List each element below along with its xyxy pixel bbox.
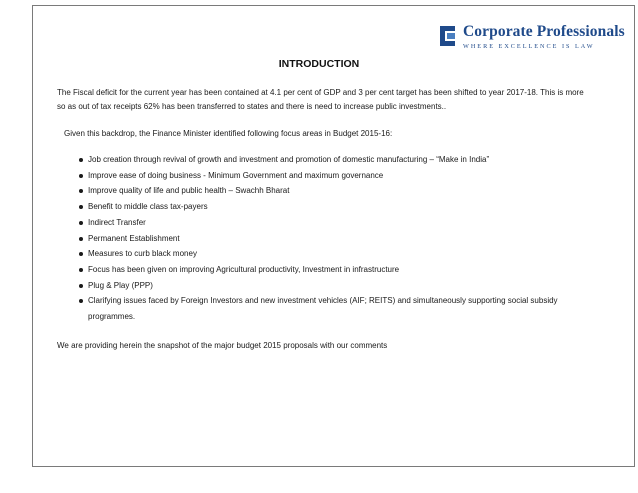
closing-paragraph: We are providing herein the snapshot of the major budget 2015 proposals with our comments bbox=[57, 341, 388, 350]
list-item: Measures to curb black money bbox=[79, 246, 589, 262]
list-item: Plug & Play (PPP) bbox=[79, 278, 589, 294]
list-item: Improve quality of life and public health – Swachh Bharat bbox=[79, 183, 589, 199]
backdrop-paragraph: Given this backdrop, the Finance Minister identified following focus areas in Budget 2015-16: bbox=[64, 129, 393, 138]
intro-paragraph: The Fiscal deficit for the current year has been contained at 4.1 per cent of GDP and 3 per cent target has been shifted to year 2017-18. This is more so as out of tax receipts 62% has been transferred to states and there is need to increase public investments.. bbox=[57, 88, 584, 111]
logo-emblem-icon bbox=[436, 24, 459, 48]
list-item: Indirect Transfer bbox=[79, 215, 589, 231]
focus-areas-list bbox=[79, 152, 589, 325]
list-item: Improve ease of doing business - Minimum Government and maximum governance bbox=[79, 168, 589, 184]
logo-tagline: WHERE EXCELLENCE IS LAW bbox=[463, 43, 595, 50]
list-item: Permanent Establishment bbox=[79, 231, 589, 247]
logo-title: Corporate Professionals bbox=[463, 23, 625, 40]
list-item: Clarifying issues faced by Foreign Investors and new investment vehicles (AIF; REITS) and simultaneously supporting social subsidy programmes. bbox=[79, 293, 589, 325]
list-item: Job creation through revival of growth and investment and promotion of domestic manufacturing – “Make in India” bbox=[79, 152, 589, 168]
page-title: INTRODUCTION bbox=[278, 58, 360, 70]
company-logo bbox=[436, 23, 625, 54]
list-item: Benefit to middle class tax-payers bbox=[79, 199, 589, 215]
list-item: Focus has been given on improving Agricultural productivity, Investment in infrastructure bbox=[79, 262, 589, 278]
